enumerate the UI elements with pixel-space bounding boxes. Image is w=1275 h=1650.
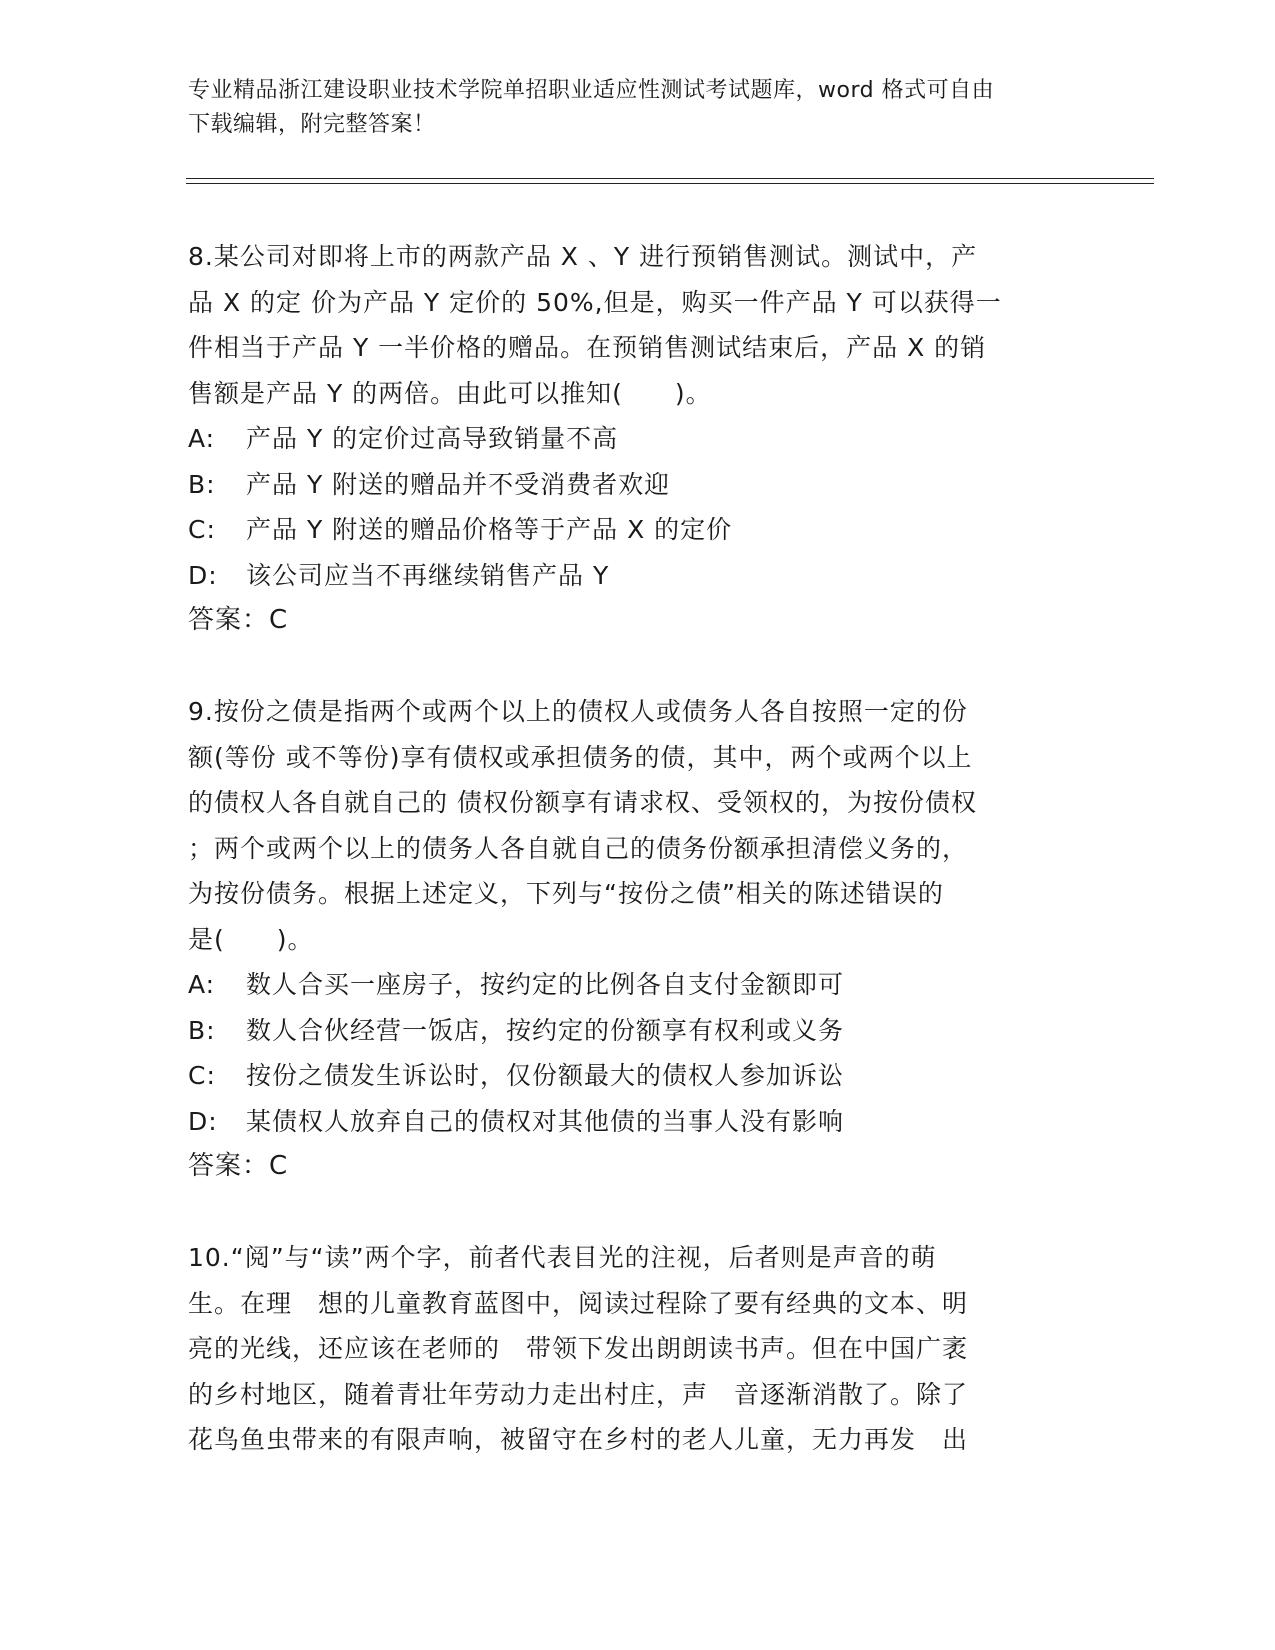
question-stem-line: 8.某公司对即将上市的两款产品 X 、Y 进行预销售测试。测试中，产 bbox=[188, 242, 978, 271]
answer-line: 答案：C bbox=[188, 1151, 289, 1181]
option-c bbox=[188, 1053, 1088, 1099]
option-letter: B: bbox=[188, 469, 216, 499]
option-letter: C: bbox=[188, 515, 216, 544]
question-stem-line: 售额是产品 Y 的两倍。由此可以推知( )。 bbox=[188, 378, 712, 408]
spacer bbox=[188, 1190, 1088, 1236]
document-body bbox=[188, 234, 1088, 1463]
question-stem-line: 亮的光线，还应该在老师的 带领下发出朗朗读书声。但在中国广袤 bbox=[188, 1334, 969, 1363]
option-text: 数人合买一座房子，按约定的比例各自支付金额即可 bbox=[246, 970, 845, 999]
option-letter: C: bbox=[188, 1061, 216, 1090]
question-stem-line: 额(等份 或不等份)享有债权或承担债务的债，其中，两个或两个以上 bbox=[188, 742, 973, 772]
question-stem-line: 花鸟鱼虫带来的有限声响，被留守在乡村的老人儿童，无力再发 出 bbox=[188, 1425, 969, 1454]
question-stem-line: 的乡村地区，随着青壮年劳动力走出村庄，声 音逐渐消散了。除了 bbox=[188, 1379, 969, 1409]
question-stem-line: 件相当于产品 Y 一半价格的赠品。在预销售测试结束后，产品 X 的销 bbox=[188, 333, 987, 362]
option-letter: D: bbox=[188, 1106, 218, 1136]
option-text: 该公司应当不再继续销售产品 Y bbox=[246, 560, 610, 590]
question-stem-line: ；两个或两个以上的债务人各自就自己的债务份额承担清偿义务的， bbox=[188, 833, 969, 863]
header-rule-top bbox=[186, 178, 1154, 179]
option-text: 产品 Y 附送的赠品并不受消费者欢迎 bbox=[246, 469, 671, 499]
question-10 bbox=[188, 1235, 1088, 1463]
option-d bbox=[188, 1099, 1088, 1145]
spacer bbox=[188, 644, 1088, 690]
option-letter: B: bbox=[188, 1015, 216, 1045]
option-a bbox=[188, 962, 1088, 1008]
question-stem-line: 的债权人各自就自己的 债权份额享有请求权、受领权的，为按份债权 bbox=[188, 788, 977, 817]
option-letter: A: bbox=[188, 424, 216, 453]
option-text: 产品 Y 的定价过高导致销量不高 bbox=[246, 424, 619, 453]
question-stem-line: 是( )。 bbox=[188, 924, 314, 954]
header-line-2: 下载编辑，附完整答案！ bbox=[188, 112, 436, 137]
option-letter: D: bbox=[188, 560, 218, 590]
question-stem-line: 9.按份之债是指两个或两个以上的债权人或债务人各自按照一定的份 bbox=[188, 697, 968, 726]
option-b bbox=[188, 1008, 1088, 1054]
question-stem-line: 生。在理 想的儿童教育蓝图中，阅读过程除了要有经典的文本、明 bbox=[188, 1288, 969, 1318]
option-a bbox=[188, 416, 1088, 462]
header-line-1: 专业精品浙江建设职业技术学院单招职业适应性测试考试题库，word 格式可自由 bbox=[188, 78, 995, 103]
question-8 bbox=[188, 234, 1088, 644]
question-stem-line: 为按份债务。根据上述定义，下列与“按份之债”相关的陈述错误的 bbox=[188, 879, 944, 908]
header-rule-bottom bbox=[186, 183, 1154, 184]
document-header bbox=[188, 74, 1068, 142]
option-letter: A: bbox=[188, 970, 216, 999]
option-text: 某债权人放弃自己的债权对其他债的当事人没有影响 bbox=[246, 1106, 845, 1136]
question-stem-line: 10.“阅”与“读”两个字，前者代表目光的注视，后者则是声音的萌 bbox=[188, 1243, 937, 1272]
option-d bbox=[188, 553, 1088, 599]
answer-line: 答案：C bbox=[188, 605, 289, 635]
question-9 bbox=[188, 689, 1088, 1190]
question-stem-line: 品 X 的定 价为产品 Y 定价的 50%,但是，购买一件产品 Y 可以获得一 bbox=[188, 287, 1002, 317]
option-c bbox=[188, 507, 1088, 553]
option-text: 按份之债发生诉讼时，仅份额最大的债权人参加诉讼 bbox=[246, 1061, 845, 1090]
option-text: 产品 Y 附送的赠品价格等于产品 X 的定价 bbox=[246, 515, 733, 544]
option-b bbox=[188, 462, 1088, 508]
option-text: 数人合伙经营一饭店，按约定的份额享有权利或义务 bbox=[246, 1015, 845, 1045]
